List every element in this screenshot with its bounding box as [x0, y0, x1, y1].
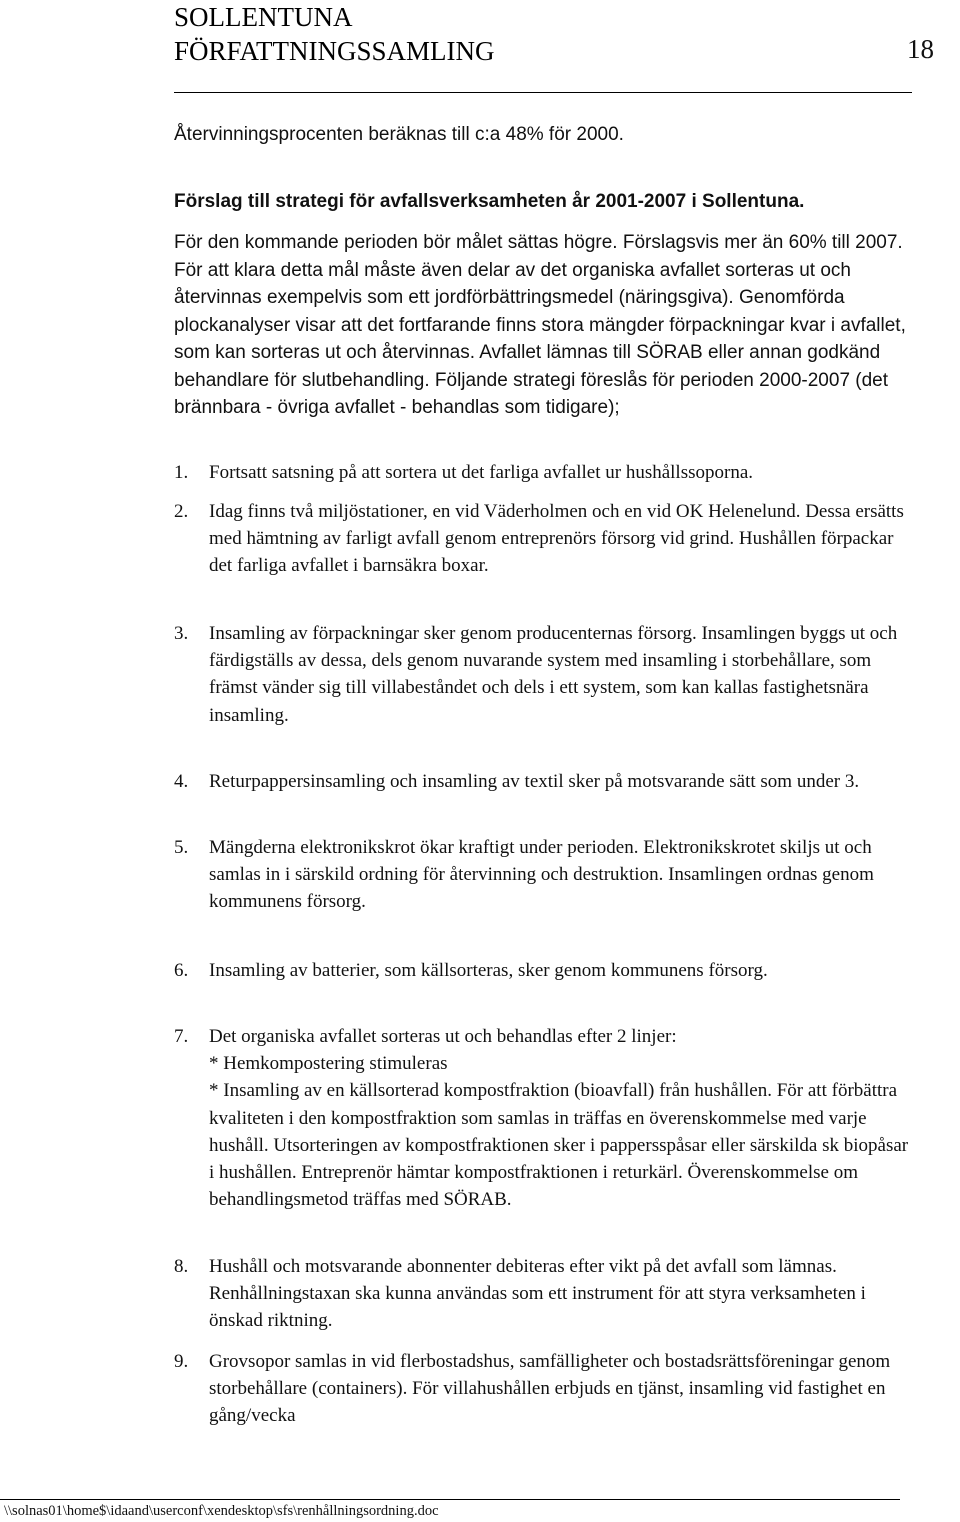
list-text: Idag finns två miljöstationer, en vid Väderholmen och en vid OK Helenelund. Dessa ersätts med hämtning av farligt avfall genom entreprenörs försorg vid grind. Hushållen förpackar det farliga avfallet i barnsäkra boxar. — [209, 501, 904, 577]
list-text: Hushåll och motsvarande abonnenter debiteras efter vikt på det avfall som lämnas. Renhållningstaxan ska kunna användas som ett instrument för att styra verksamheten i önskad riktning. — [209, 1256, 866, 1332]
list-text: Grovsopor samlas in vid flerbostadshus, samfälligheter och bostadsrättsföreningar genom storbehållare (containers). För villahushållen erbjuds en tjänst, insamling vid fastighet en gång/vecka — [209, 1351, 891, 1427]
list-number: 8. — [174, 1256, 189, 1277]
list-text: Det organiska avfallet sorteras ut och behandlas efter 2 linjer: * Hemkompostering stimuleras * Insamling av en källsorterad kompostfraktion (bioavfall) från hushållen. För att förbättra kvaliteten i den kompostfraktion som samlas in träffas en överenskommelse med varje hushåll. Utsorteringen av kompostfraktionen sker i pappersspåsar eller särskilda sk biopåsar i hushållen. Entreprenör hämtar kompostfraktionen i returkärl. Överenskommelse om behandlingsmetod träffas med SÖRAB. — [209, 1026, 909, 1211]
strategy-item-7 — [174, 1023, 914, 1213]
list-text: Fortsatt satsning på att sortera ut det farliga avfallet ur hushållssoporna. — [209, 462, 753, 483]
strategy-item-8 — [174, 1253, 914, 1335]
list-number: 6. — [174, 960, 189, 981]
recycling-note: Återvinningsprocenten beräknas till c:a 48% för 2000. — [174, 124, 624, 145]
list-number: 7. — [174, 1026, 189, 1047]
list-number: 2. — [174, 501, 189, 522]
list-number: 3. — [174, 623, 189, 644]
header-divider — [174, 92, 912, 93]
list-number: 1. — [174, 462, 189, 483]
strategy-item-2 — [174, 498, 914, 580]
list-text: Insamling av batterier, som källsorteras, sker genom kommunens försorg. — [209, 960, 768, 981]
strategy-item-5 — [174, 834, 914, 916]
strategy-heading: Förslag till strategi för avfallsverksamheten år 2001-2007 i Sollentuna. — [174, 191, 805, 212]
strategy-item-6 — [174, 957, 914, 984]
strategy-intro: För den kommande perioden bör målet sättas högre. Förslagsvis mer än 60% till 2007. För att klara detta mål måste även delar av det organiska avfallet sorteras ut och återvinnas exempelvis som ett jordförbättringsmedel (näringsgiva). Genomförda plockanalyser visar att det fortfarande finns stora mängder förpackningar kvar i avfallet, som kan sorteras ut och återvinnas. Avfallet lämnas till SÖRAB eller annan godkänd behandlare för slutbehandling. Följande strategi föreslås för perioden 2000-2007 (det brännbara - övriga avfallet - behandlas som tidigare); — [174, 232, 906, 418]
header-org-line2: FÖRFATTNINGSSAMLING — [174, 36, 495, 66]
footer-file-path: \\solnas01\home$\idaand\userconf\xendesktop\sfs\renhållningsordning.doc — [4, 1503, 439, 1519]
strategy-item-9 — [174, 1348, 914, 1430]
list-number: 9. — [174, 1351, 189, 1372]
strategy-item-3 — [174, 620, 914, 729]
list-number: 5. — [174, 837, 189, 858]
list-text: Mängderna elektronikskrot ökar kraftigt under perioden. Elektronikskrotet skiljs ut och samlas in i särskild ordning för återvinning och destruktion. Insamlingen ordnas genom kommunens försorg. — [209, 837, 874, 913]
list-text: Returpappersinsamling och insamling av textil sker på motsvarande sätt som under 3. — [209, 771, 860, 792]
strategy-item-4 — [174, 768, 914, 795]
list-text: Insamling av förpackningar sker genom producenternas försorg. Insamlingen byggs ut och färdigställs av dessa, dels genom nuvarande system med insamling i storbehållare, som främst vänder sig till villabeståndet och dels i ett system, som kan kallas fastighetsnära insamling. — [209, 623, 898, 726]
footer-divider — [0, 1499, 900, 1500]
page-number: 18 — [907, 34, 934, 64]
list-number: 4. — [174, 771, 189, 792]
strategy-item-1 — [174, 459, 914, 486]
document-header — [174, 0, 495, 68]
header-org-line1: SOLLENTUNA — [174, 2, 353, 32]
